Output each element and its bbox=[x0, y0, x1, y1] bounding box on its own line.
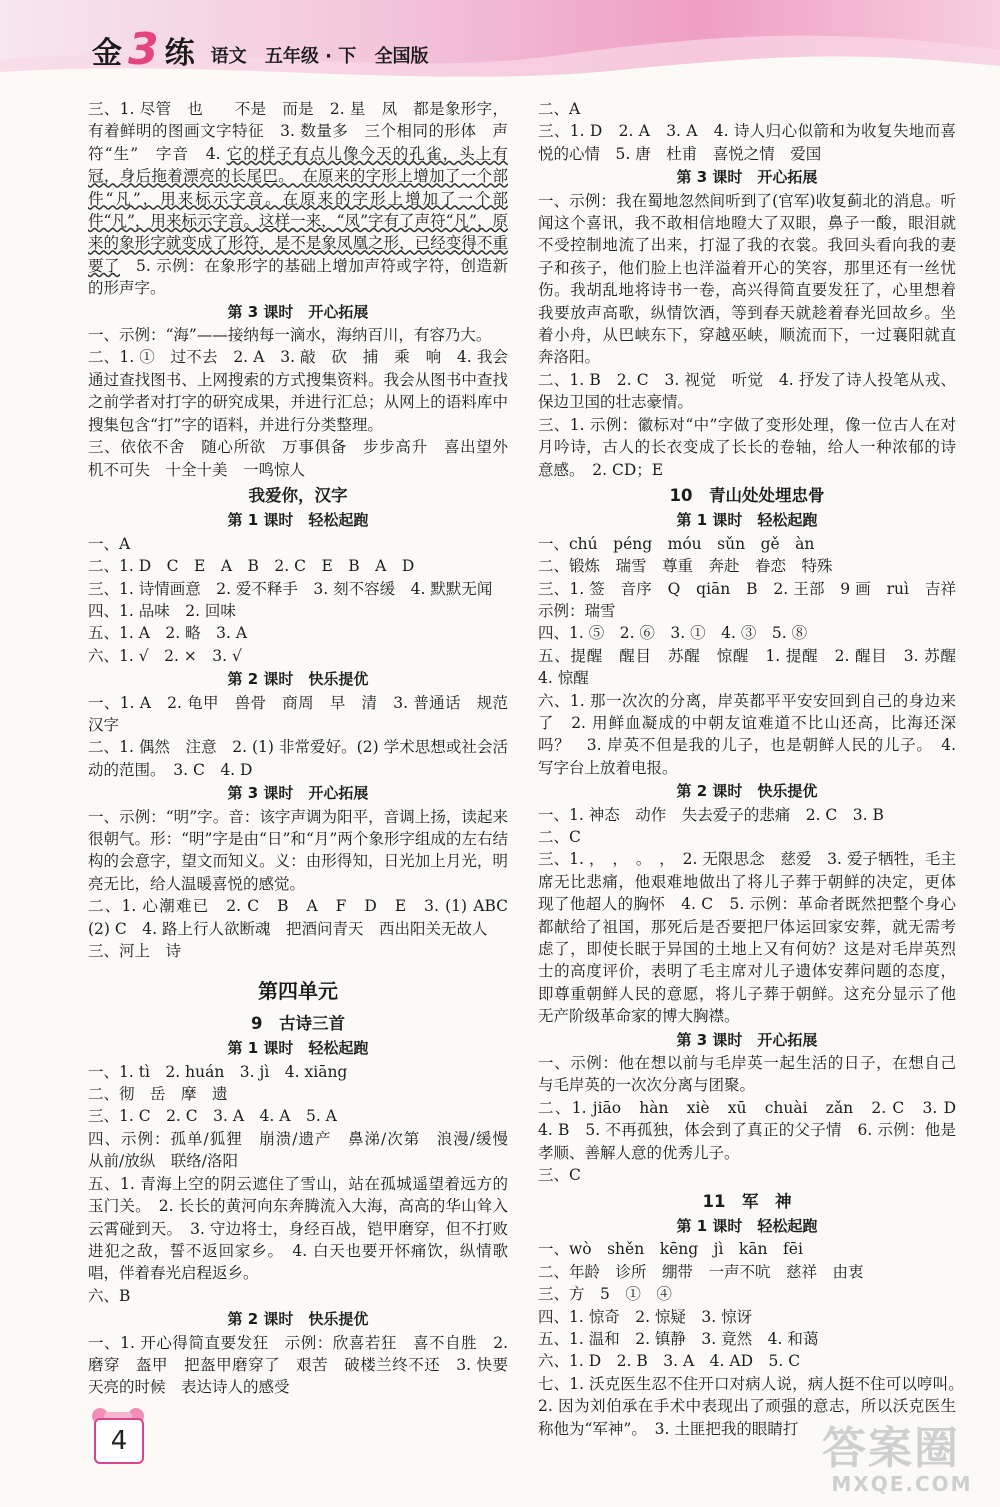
book-meta bbox=[211, 42, 441, 68]
grade-label: 五年级 · 下 bbox=[264, 46, 357, 67]
answer-paragraph: 三、河上 诗 bbox=[88, 942, 182, 961]
answer-paragraph: 一、1. tì 2. huán 3. jì 4. xiāng bbox=[88, 1062, 348, 1081]
answer-paragraph: 二、1. B 2. C 3. 视觉 听觉 4. 抒发了诗人投笔从戎、保边卫国的壮志豪情。 bbox=[538, 370, 956, 412]
answer-paragraph: 七、1. 沃克医生忍不住开口对病人说，病人挺不住可以哼叫。 2. 因为刘伯承在手术中表现出了顽强的意志，所以沃克医生称他为“军神”。 3. 土匪把我的眼睛打 bbox=[538, 1374, 972, 1438]
header-banner bbox=[0, 0, 1000, 86]
edition-label: 全国版 bbox=[374, 46, 429, 67]
answer-paragraph: 一、示例：“海”——接纳每一滴水，海纳百川，有容乃大。 bbox=[88, 326, 492, 345]
answer-text: 5. 示例：在象形字的基础上增加声符或字符，创造新的形声字。 bbox=[88, 256, 508, 298]
answer-paragraph: 一、示例：“明”字。音：该字声调为阳平，音调上扬，读起来很朝气。形：“明”字是由“日”和“月”两个象形字组成的左右结构的会意字，望文而知义。义：由形得知，日光加上月光，明亮无比，给人温暖喜悦的感觉。 bbox=[88, 807, 508, 893]
underlined-answer: 它的样子有点儿像今天的孔雀，头上有冠，身后拖着漂亮的长尾巴。 在原来的字形上增加了一个部件“凡”，用来标示字音。在原来的字形上增加了一个部件“凡”，用来标示字音。这样一来，“凤”字有了声符“凡”，原来的象形字就变成了形符，是不是象凤凰之形，已经变得不重要了 bbox=[88, 144, 508, 275]
answer-paragraph bbox=[88, 98, 508, 300]
brand-lian: 练 bbox=[164, 36, 195, 71]
section-heading: 第 1 课时 轻松起跑 bbox=[676, 511, 818, 530]
section-heading: 第 1 课时 轻松起跑 bbox=[227, 1039, 369, 1058]
section-heading: 第 3 课时 开心拓展 bbox=[676, 168, 818, 187]
answer-paragraph: 三、1. 诗情画意 2. 爱不释手 3. 刻不容缓 4. 默默无闻 bbox=[88, 579, 493, 598]
brand-jin: 金 bbox=[92, 36, 122, 71]
answer-paragraph: 一、wò shěn kēng jì kān fēi bbox=[538, 1240, 803, 1259]
answer-paragraph: 六、1. √ 2. × 3. √ bbox=[88, 646, 242, 665]
answer-paragraph: 五、提醒 醒目 苏醒 惊醒 1. 提醒 2. 醒目 3. 苏醒 4. 惊醒 bbox=[538, 646, 972, 688]
answer-paragraph: 二、A bbox=[538, 100, 581, 118]
brand-number: 3 bbox=[128, 24, 159, 75]
answer-paragraph: 四、示例：孤单/狐狸 崩溃/遗产 鼻涕/次第 浪漫/缓慢 从前/放纵 联络/洛阳 bbox=[88, 1129, 524, 1171]
section-heading: 第 3 课时 开心拓展 bbox=[676, 1030, 818, 1049]
answer-paragraph: 三、1. 签 音序 Q qiān B 2. 王部 9 画 ruì 吉祥 示例：瑞雪 bbox=[538, 579, 972, 620]
answer-paragraph: 四、1. 惊奇 2. 惊疑 3. 惊讶 bbox=[538, 1307, 753, 1326]
answer-paragraph: 二、C bbox=[538, 828, 581, 846]
answer-paragraph: 二、锻炼 瑞雪 尊重 奔赴 眷恋 特殊 bbox=[538, 557, 833, 576]
answer-paragraph: 二、年龄 诊所 绷带 一声不吭 慈祥 由衷 bbox=[538, 1262, 864, 1281]
answer-paragraph: 四、1. ⑤ 2. ⑥ 3. ① 4. ③ 5. ⑧ bbox=[538, 624, 808, 643]
answer-paragraph: 三、1. ， ， 。 ， 2. 无限思念 慈爱 3. 爱子牺牲，毛主席无比悲痛，他艰难地做出了将儿子葬于朝鲜的决定，更体现了他超人的胸怀 4. C 5. 示例：革命者既然把整个身心都献给了祖国，那死后是否要把尸体运回家安葬，就无需考虑了，即使长眠于异国的土地上又有何妨？这是对毛岸英烈士的高度评价，表明了毛主席对儿子遗体安葬问题的态度，即尊重朝鲜人民的意愿，将儿子葬于朝鲜。这充分显示了他无产阶级革命家的博大胸襟。 bbox=[538, 850, 956, 1026]
page-number: 4 bbox=[94, 1418, 144, 1464]
answer-paragraph: 二、1. D C E A B 2. C E B A D bbox=[88, 557, 415, 576]
subject-label: 语文 bbox=[210, 46, 247, 67]
answer-paragraph: 二、1. 偶然 注意 2. (1) 非常爱好。(2) 学术思想或社会活动的范围。 3. C 4. D bbox=[88, 738, 508, 779]
section-heading: 第 1 课时 轻松起跑 bbox=[676, 1216, 818, 1235]
watermark-logo-text: 答案圈 bbox=[822, 1423, 960, 1474]
lesson-title: 10 青山处处埋忠骨 bbox=[669, 485, 825, 505]
answer-paragraph: 三、依依不舍 随心所欲 万事俱备 步步高升 喜出望外 机不可失 十全十美 一鸣惊人 bbox=[88, 438, 524, 479]
left-column bbox=[88, 98, 524, 1399]
answer-paragraph: 一、示例：我在蜀地忽然间听到了(官军)收复蓟北的消息。听闻这个喜讯，我不敢相信地瞪大了双眼，鼻子一酸，眼泪就不受控制地流了出来，打湿了我的衣裳。我回头看向我的妻子和孩子，他们脸上也洋溢着开心的笑容，那里还有一丝忧伤。我胡乱地将诗书一卷，高兴得简直要发狂了，心里想着我要放声高歌，纵情饮酒，等到春天就趁着春光回故乡。坐着小舟，从巴峡东下，穿越巫峡，顺流而下，一过襄阳就直奔洛阳。 bbox=[538, 191, 956, 367]
section-heading: 第 3 课时 开心拓展 bbox=[227, 302, 369, 321]
lesson-title: 11 军 神 bbox=[702, 1191, 792, 1211]
site-watermark bbox=[822, 1412, 982, 1496]
answer-paragraph: 二、彻 岳 摩 遗 bbox=[88, 1085, 228, 1104]
answer-paragraph: 一、A bbox=[88, 534, 131, 553]
lesson-title: 我爱你，汉字 bbox=[248, 485, 348, 505]
answer-paragraph: 五、1. A 2. 略 3. A bbox=[88, 624, 248, 643]
watermark-url: MXQE.COM bbox=[831, 1472, 973, 1496]
answer-paragraph: 六、1. 那一次次的分离，岸英都平平安安回到自己的身边来了 2. 用鲜血凝成的中朝友谊难道不比山还高，比海还深吗？ 3. 岸英不但是我的儿子，也是朝鲜人民的儿子。 4. 写字台上放着电报。 bbox=[538, 691, 956, 777]
unit-title: 第四单元 bbox=[258, 979, 338, 1004]
section-heading: 第 2 课时 快乐提优 bbox=[227, 1310, 369, 1329]
answer-paragraph: 一、chú péng móu sǔn gě àn bbox=[538, 534, 815, 553]
section-heading: 第 3 课时 开心拓展 bbox=[227, 784, 369, 803]
answer-paragraph: 五、1. 温和 2. 镇静 3. 竟然 4. 和蔼 bbox=[538, 1329, 819, 1348]
section-heading: 第 1 课时 轻松起跑 bbox=[227, 511, 369, 530]
lesson-title: 9 古诗三首 bbox=[251, 1013, 345, 1033]
answer-paragraph: 二、1. ① 过不去 2. A 3. 敲 砍 捕 乘 响 4. 我会通过查找图书、上网搜索的方式搜集资料。我会从图书中查找之前学者对打字的研究成果，并进行汇总；从网上的语料库中搜集包含“打”字的语料，并进行分类整理。 bbox=[88, 348, 508, 434]
section-heading: 第 2 课时 快乐提优 bbox=[227, 670, 369, 689]
answer-paragraph: 五、1. 青海上空的阴云遮住了雪山，站在孤城遥望着远方的玉门关。 2. 长长的黄河向东奔腾流入大海，高高的华山耸入云霄碰到天。 3. 守边将士，身经百战，铠甲磨穿，但不打败进犯之敌，誓不返回家乡。 4. 白天也要开怀痛饮，纵情歌唱，伴着春光启程返乡。 bbox=[88, 1174, 508, 1283]
answer-paragraph: 三、方 5 ① ④ bbox=[538, 1285, 672, 1304]
answer-paragraph: 一、1. 开心得简直要发狂 示例：欣喜若狂 喜不自胜 2. 磨穿 盔甲 把盔甲磨穿了 艰苦 破楼兰终不还 3. 快要天亮的时候 表达诗人的感受 bbox=[88, 1333, 508, 1397]
answer-paragraph: 三、1. 示例：徽标对“中”字做了变形处理，像一位古人在对月吟诗，古人的长衣变成了长长的卷轴，给人一种浓郁的诗意感。 2. CD；E bbox=[538, 415, 956, 479]
answer-paragraph: 六、1. D 2. B 3. A 4. AD 5. C bbox=[538, 1352, 801, 1371]
section-heading: 第 2 课时 快乐提优 bbox=[676, 782, 818, 801]
right-column bbox=[538, 98, 972, 1440]
answer-paragraph: 一、1. 神态 动作 失去爱子的悲痛 2. C 3. B bbox=[538, 805, 884, 824]
answer-paragraph: 二、1. 心潮难已 2. C B A F D E 3. (1) ABC (2) C 4. 路上行人欲断魂 把酒问青天 西出阳关无故人 bbox=[88, 897, 524, 938]
answer-paragraph: 三、1. C 2. C 3. A 4. A 5. A bbox=[88, 1107, 337, 1126]
brand-logo bbox=[92, 22, 441, 75]
answer-paragraph: 一、示例：他在想以前与毛岸英一起生活的日子，在想自己与毛岸英的一次次分离与团聚。 bbox=[538, 1054, 956, 1095]
answer-paragraph: 一、1. A 2. 龟甲 兽骨 商周 早 清 3. 普通话 规范汉字 bbox=[88, 693, 508, 734]
answer-paragraph: 二、1. jiāo hàn xiè xū chuài zǎn 2. C 3. D 4. B 5. 不再孤独，体会到了真正的父子情 6. 示例：他是孝顺、善解人意的优秀儿子。 bbox=[538, 1098, 972, 1162]
answer-paragraph: 三、1. D 2. A 3. A 4. 诗人归心似箭和为收复失地而喜悦的心情 5. 唐 杜甫 喜悦之情 爱国 bbox=[538, 122, 956, 163]
answer-paragraph: 四、1. 品味 2. 回味 bbox=[88, 601, 236, 620]
answer-paragraph: 六、B bbox=[88, 1286, 131, 1305]
answer-text: 三、1. 尽管 也 不是 而是 2. 星 凤 都是象形字，有着鲜明的图画文字特征 3. 数量多 三个相同的形体 声符“生” 字音 4. bbox=[88, 100, 508, 163]
answer-paragraph: 三、C bbox=[538, 1166, 581, 1185]
